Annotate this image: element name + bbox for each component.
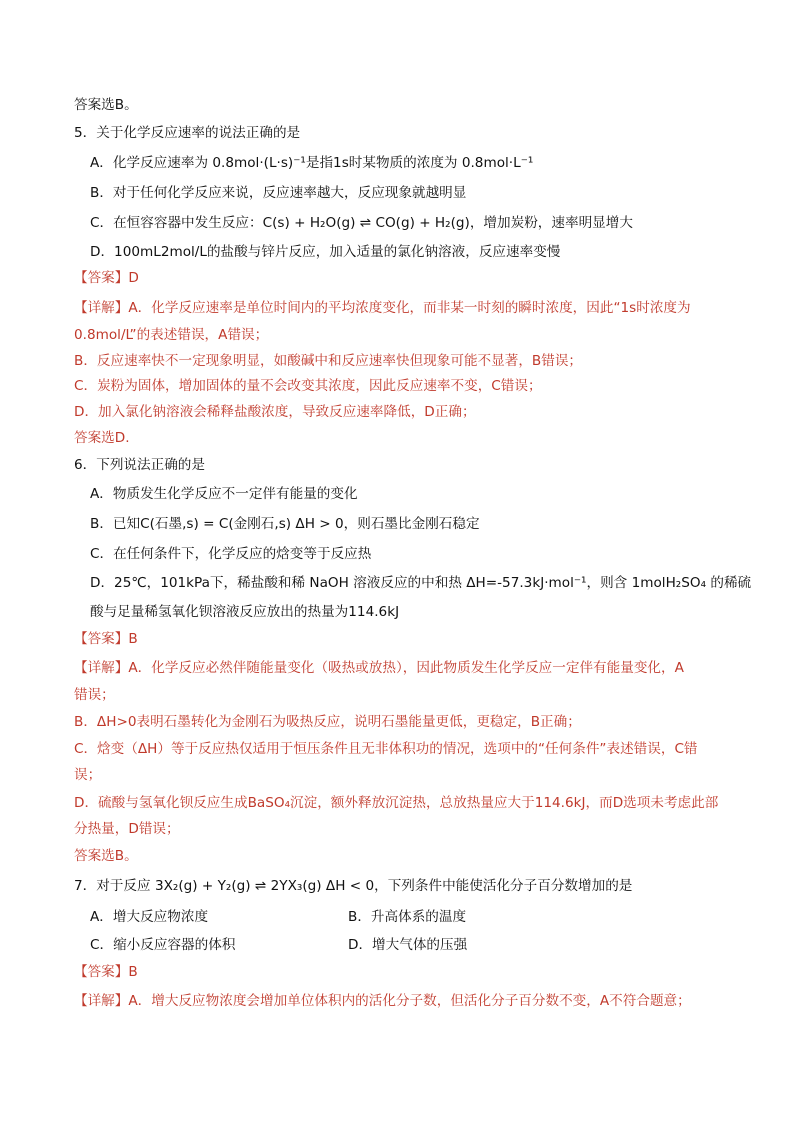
question-7-option-b: B．升高体系的温度 bbox=[348, 909, 467, 925]
question-6-detail-7: 分热量，D错误； bbox=[74, 821, 180, 837]
question-7-detail-1 bbox=[74, 992, 691, 1010]
answer-value: B bbox=[128, 631, 138, 647]
question-6-detail-5: 误； bbox=[74, 767, 102, 783]
question-6-answer bbox=[74, 630, 138, 648]
question-6-option-d-2: 酸与足量稀氢氧化钡溶液反应放出的热量为114.6kJ bbox=[90, 604, 400, 620]
question-6-option-d-1: D．25℃，101kPa下，稀盐酸和稀 NaOH 溶液反应的中和热 ΔH=-57.3kJ·mol⁻¹，则含 1molH₂SO₄ 的稀硫 bbox=[90, 575, 752, 591]
question-5-option-d: D．100mL2mol/L的盐酸与锌片反应，加入适量的氯化钠溶液，反应速率变慢 bbox=[90, 244, 561, 260]
detail-text: A．化学反应必然伴随能量变化（吸热或放热），因此物质发生化学反应一定伴有能量变化，A bbox=[128, 660, 684, 676]
question-7-option-a: A．增大反应物浓度 bbox=[90, 909, 209, 925]
detail-text: A．化学反应速率是单位时间内的平均浓度变化，而非某一时刻的瞬时浓度，因此“1s时浓度为 bbox=[128, 300, 691, 316]
question-6-option-c: C．在任何条件下，化学反应的焓变等于反应热 bbox=[90, 546, 372, 562]
question-7-stem: 7．对于反应 3X₂(g) + Y₂(g) ⇌ 2YX₃(g) ΔH < 0，下列条件中能使活化分子百分数增加的是 bbox=[74, 878, 633, 894]
question-6-option-a: A．物质发生化学反应不一定伴有能量的变化 bbox=[90, 486, 358, 502]
answer-value: D bbox=[128, 270, 139, 286]
question-6-detail-2: 错误； bbox=[74, 687, 115, 703]
question-6-detail-1 bbox=[74, 659, 684, 677]
detail-tag: 【详解】 bbox=[74, 993, 129, 1009]
question-5-stem: 5．关于化学反应速率的说法正确的是 bbox=[74, 125, 301, 141]
question-5-detail-5: D．加入氯化钠溶液会稀释盐酸浓度，导致反应速率降低，D正确； bbox=[74, 404, 476, 420]
question-6-detail-6: D．硫酸与氢氧化钡反应生成BaSO₄沉淀，额外释放沉淀热，总放热量应大于114.6kJ，而D选项未考虑此部 bbox=[74, 795, 719, 811]
question-5-detail-2: 0.8mol/L”的表述错误，A错误； bbox=[74, 327, 269, 343]
question-7-option-d: D．增大气体的压强 bbox=[348, 937, 468, 953]
answer-value: B bbox=[128, 964, 138, 980]
question-6-detail-3: B．ΔH>0表明石墨转化为金刚石为吸热反应，说明石墨能量更低，更稳定，B正确； bbox=[74, 714, 581, 730]
question-5-option-a: A．化学反应速率为 0.8mol·(L·s)⁻¹是指1s时某物质的浓度为 0.8mol·L⁻¹ bbox=[90, 155, 534, 171]
question-5-option-b: B．对于任何化学反应来说，反应速率越大，反应现象就越明显 bbox=[90, 185, 467, 201]
question-7-option-c: C．缩小反应容器的体积 bbox=[90, 937, 236, 953]
detail-text: A．增大反应物浓度会增加单位体积内的活化分子数，但活化分子百分数不变，A不符合题意； bbox=[128, 993, 691, 1009]
question-7-answer bbox=[74, 963, 138, 981]
question-6-detail-4: C．焓变（ΔH）等于反应热仅适用于恒压条件且无非体积功的情况，选项中的“任何条件”表述错误，C错 bbox=[74, 741, 698, 757]
answer-tag: 【答案】 bbox=[74, 631, 129, 647]
question-6-option-b: B．已知C(石墨,s) = C(金刚石,s) ΔH > 0，则石墨比金刚石稳定 bbox=[90, 516, 480, 532]
answer-tag: 【答案】 bbox=[74, 964, 129, 980]
answer-line: 答案选B。 bbox=[74, 97, 138, 113]
answer-tag: 【答案】 bbox=[74, 270, 129, 286]
detail-tag: 【详解】 bbox=[74, 660, 129, 676]
detail-tag: 【详解】 bbox=[74, 300, 129, 316]
question-6-end: 答案选B。 bbox=[74, 848, 138, 864]
question-5-detail-3: B．反应速率快不一定现象明显，如酸碱中和反应速率快但现象可能不显著，B错误； bbox=[74, 353, 583, 369]
question-6-stem: 6．下列说法正确的是 bbox=[74, 457, 205, 473]
question-5-answer bbox=[74, 269, 139, 287]
question-5-end: 答案选D. bbox=[74, 430, 130, 446]
question-5-detail-4: C．炭粉为固体，增加固体的量不会改变其浓度，因此反应速率不变，C错误； bbox=[74, 378, 542, 394]
question-5-option-c: C．在恒容容器中发生反应：C(s) + H₂O(g) ⇌ CO(g) + H₂(g)，增加炭粉，速率明显增大 bbox=[90, 215, 633, 231]
question-5-detail-1 bbox=[74, 299, 691, 317]
